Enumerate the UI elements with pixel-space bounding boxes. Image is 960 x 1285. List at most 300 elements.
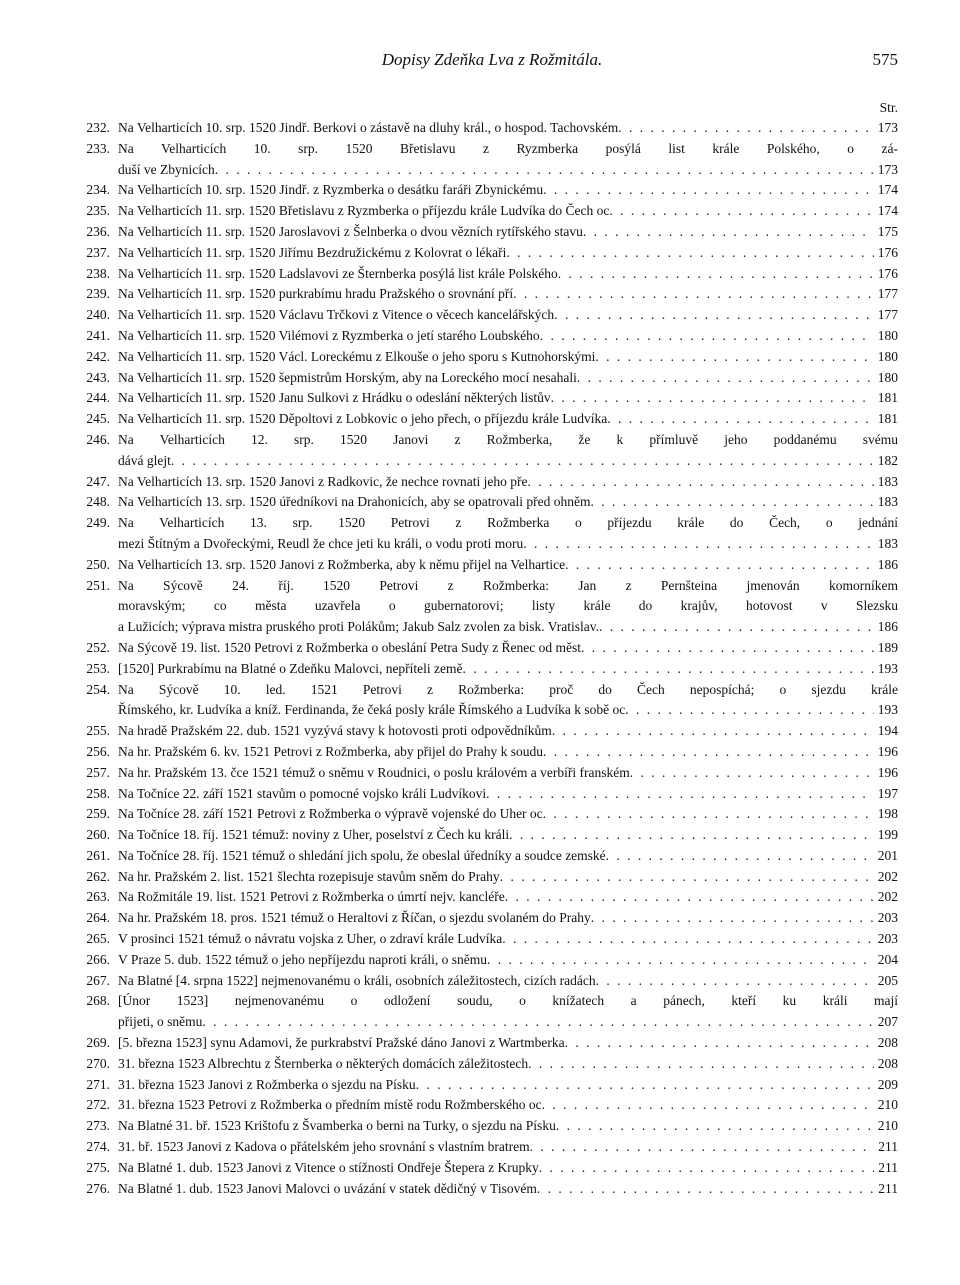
entry-text: Na Velharticích 10. srp. 1520 Břetislavu z Ryzmberka posýlá list krále Polského, o zá- — [118, 140, 898, 156]
toc-entry — [86, 763, 898, 784]
dot-leader — [543, 180, 874, 201]
entry-number: 270. — [86, 1055, 110, 1071]
toc-entry — [86, 243, 898, 264]
entry-body — [118, 846, 898, 867]
entry-number: 257. — [86, 764, 110, 780]
entry-body — [118, 887, 898, 908]
dot-leader — [487, 950, 874, 971]
entry-text: 31. března 1523 Albrechtu z Šternberka o některých domácích záležitostech — [118, 1055, 529, 1071]
entry-page: 174 — [877, 182, 898, 198]
entry-text: Na Velharticích 10. srp. 1520 Jindř. Berkovi o zástavě na dluhy král., o hospod. Tachovském — [118, 120, 619, 135]
dot-leader — [502, 929, 874, 950]
entry-body — [118, 347, 898, 368]
entry-number: 254. — [86, 681, 110, 697]
entry-number: 256. — [86, 743, 110, 759]
entry-text: Na Velharticích 11. srp. 1520 purkrabímu hradu Pražského o srovnání pří — [118, 286, 514, 302]
dot-leader — [486, 784, 874, 805]
entry-number: 247. — [86, 473, 110, 489]
dot-leader — [583, 222, 874, 243]
toc-entry — [86, 1158, 898, 1179]
entry-text: dává glejt — [118, 452, 171, 468]
dot-leader — [599, 617, 874, 638]
entry-page: 211 — [878, 1159, 898, 1175]
entry-line — [118, 825, 898, 846]
dot-leader — [202, 1012, 873, 1033]
entry-line — [118, 534, 898, 555]
entry-text: Na Velharticích 11. srp. 1520 Janu Sulkovi z Hrádku o odeslání některých listův — [118, 390, 551, 406]
entry-number: 245. — [86, 411, 110, 427]
entry-line — [118, 950, 898, 971]
entry-line — [118, 1116, 898, 1137]
entry-line — [118, 742, 898, 763]
toc-entry — [86, 1095, 898, 1116]
entry-text: přijeti, o sněmu — [118, 1014, 203, 1030]
toc-entry — [86, 971, 898, 992]
dot-leader — [565, 555, 874, 576]
toc-entry — [86, 1116, 898, 1137]
entry-line — [118, 576, 898, 597]
entry-page: 180 — [877, 327, 898, 343]
entry-text: Na hr. Pražském 6. kv. 1521 Petrovi z Rožmberka, aby přijel do Prahy k soudu — [118, 743, 544, 759]
dot-leader — [530, 1137, 875, 1158]
entry-line — [118, 139, 898, 160]
entry-body — [118, 867, 898, 888]
entry-page: 173 — [877, 161, 898, 177]
entry-page: 181 — [877, 411, 898, 427]
entry-body — [118, 222, 898, 243]
entry-line — [118, 846, 898, 867]
entry-line — [118, 887, 898, 908]
entry-body — [118, 1095, 898, 1116]
entry-text: moravským; co města uzavřela o gubernatorovi; listy krále do krajův, hotovost v Slezsku — [118, 598, 898, 614]
entry-line — [118, 1137, 898, 1158]
dot-leader — [591, 908, 874, 929]
entry-line — [118, 804, 898, 825]
toc-entry — [86, 347, 898, 368]
dot-leader — [551, 388, 874, 409]
entry-number: 263. — [86, 889, 110, 905]
toc-entry — [86, 1054, 898, 1075]
entry-number: 266. — [86, 951, 110, 967]
entry-line — [118, 1012, 898, 1033]
entry-body — [118, 1137, 898, 1158]
entry-text: Na Sýcově 24. říj. 1520 Petrovi z Rožmberka: Jan z Pernšteina jmenován komorníkem — [118, 577, 898, 593]
entry-body — [118, 784, 898, 805]
entry-number: 261. — [86, 847, 110, 863]
dot-leader — [595, 347, 873, 368]
entry-text: Na Blatné 1. dub. 1523 Janovi Malovci o uvázání v statek dědičný v Tisovém — [118, 1180, 537, 1196]
entry-line — [118, 222, 898, 243]
toc-entry — [86, 1075, 898, 1096]
dot-leader — [513, 284, 874, 305]
entry-page: 189 — [877, 639, 898, 655]
entry-body — [118, 908, 898, 929]
entry-text: a Lužicích; výprava mistra pruského proti Polákům; Jakub Salz zvolen za bisk. Vratislav. — [118, 619, 599, 635]
entry-page: 183 — [877, 535, 898, 551]
entry-line — [118, 347, 898, 368]
entry-page: 202 — [877, 889, 898, 905]
entry-page: 211 — [878, 1180, 898, 1196]
entry-page: 177 — [877, 307, 898, 323]
entry-body — [118, 1179, 898, 1200]
entry-body — [118, 388, 898, 409]
entry-body — [118, 1116, 898, 1137]
dot-leader — [542, 1095, 874, 1116]
entry-text: Na Točníce 28. říj. 1521 témuž o shledání jich spolu, že obeslal úředníky a soudce zemské — [118, 847, 606, 863]
entry-body — [118, 1033, 898, 1054]
entry-text: Na Velharticích 13. srp. 1520 úředníkovi na Drahonicích, aby se opatrovali před ohněm — [118, 494, 591, 510]
entry-number: 239. — [86, 286, 110, 302]
entry-number: 269. — [86, 1035, 110, 1051]
entry-page: 196 — [877, 743, 898, 759]
entry-text: Na Velharticích 10. srp. 1520 Jindř. z Ryzmberka o desátku faráři Zbynickému — [118, 182, 544, 198]
entry-number: 242. — [86, 348, 110, 364]
entry-text: Na Velharticích 11. srp. 1520 Břetislavu z Ryzmberka o příjezdu krále Ludvíka do Čech oc — [118, 203, 610, 219]
entry-number: 265. — [86, 931, 110, 947]
entry-text: Na Blatné [4. srpna 1522] nejmenovanému o králi, osobních záležitostech, cizích radách — [118, 972, 596, 988]
entry-text: Na hr. Pražském 13. čce 1521 témuž o sněmu v Roudnici, o poslu královém a verbíři franském — [118, 764, 630, 780]
entry-body — [118, 659, 898, 680]
entry-number: 244. — [86, 390, 110, 406]
toc-entry — [86, 908, 898, 929]
dot-leader — [630, 763, 874, 784]
entry-page: 194 — [877, 723, 898, 739]
toc-entry — [86, 887, 898, 908]
entry-body — [118, 492, 898, 513]
toc-entry — [86, 222, 898, 243]
entry-page: 203 — [877, 910, 898, 926]
toc-entry — [86, 742, 898, 763]
entry-text: Na Velharticích 11. srp. 1520 Jiřímu Bezdružickému z Kolovrat o lékaři — [118, 244, 507, 260]
entry-body — [118, 680, 898, 722]
toc-entry — [86, 1137, 898, 1158]
entry-page: 210 — [877, 1118, 898, 1134]
entry-body — [118, 763, 898, 784]
entry-page: 175 — [877, 223, 898, 239]
toc-entry — [86, 555, 898, 576]
entry-number: 268. — [86, 993, 110, 1009]
entry-number: 233. — [86, 140, 110, 156]
entry-text: [5. března 1523] synu Adamovi, že purkrabství Pražské dáno Janovi z Wartmberka — [118, 1035, 565, 1051]
entry-body — [118, 1158, 898, 1179]
entry-page: 207 — [877, 1014, 898, 1030]
entry-line — [118, 264, 898, 285]
toc-entry — [86, 825, 898, 846]
dot-leader — [554, 305, 874, 326]
dot-leader — [552, 721, 874, 742]
dot-leader — [523, 534, 873, 555]
entry-number: 253. — [86, 660, 110, 676]
entry-line — [118, 118, 898, 139]
entry-text: Na Velharticích 13. srp. 1520 Janovi z Radkovic, že nechce rovnati jeho pře — [118, 473, 528, 489]
dot-leader — [577, 368, 874, 389]
dot-leader — [543, 742, 874, 763]
entry-line — [118, 1179, 898, 1200]
entry-number: 234. — [86, 182, 110, 198]
entry-text: Na Blatné 31. bř. 1523 Krištofu z Švamberka o berni na Turky, o sjezdu na Písku — [118, 1118, 556, 1134]
entry-text: 31. března 1523 Janovi z Rožmberka o sjezdu na Písku — [118, 1076, 416, 1092]
entry-number: 237. — [86, 244, 110, 260]
entry-text: Na hr. Pražském 2. list. 1521 šlechta rozepisuje stavům sněm do Prahy — [118, 868, 500, 884]
dot-leader — [537, 1179, 874, 1200]
entry-page: 208 — [877, 1035, 898, 1051]
entry-number: 273. — [86, 1118, 110, 1134]
entry-line — [118, 617, 898, 638]
entry-number: 272. — [86, 1097, 110, 1113]
entry-body — [118, 742, 898, 763]
entry-line — [118, 867, 898, 888]
entry-number: 249. — [86, 515, 110, 531]
entry-text: Na Velharticích 12. srp. 1520 Janovi z Rožmberka, že k přímluvě jeho poddanému svému — [118, 431, 898, 447]
entry-line — [118, 368, 898, 389]
entry-body — [118, 118, 898, 139]
entry-text: V prosinci 1521 témuž o návratu vojska z Uher, o zdraví krále Ludvíka — [118, 931, 503, 947]
entry-number: 276. — [86, 1180, 110, 1196]
dot-leader — [509, 825, 874, 846]
entry-line — [118, 451, 898, 472]
entry-line — [118, 721, 898, 742]
entry-line — [118, 243, 898, 264]
entry-text: Na Velharticích 13. srp. 1520 Janovi z Rožmberka, aby k němu přijel na Velhartice — [118, 556, 566, 572]
entry-text: Na Velharticích 11. srp. 1520 Děpoltovi z Lobkovic o jeho přech, o příjezdu krále Ludvíka — [118, 411, 608, 427]
entry-number: 262. — [86, 868, 110, 884]
toc-entry — [86, 368, 898, 389]
entry-page: 203 — [877, 931, 898, 947]
entry-page: 173 — [877, 120, 898, 135]
entry-line — [118, 555, 898, 576]
entry-text: Na Velharticích 13. srp. 1520 Petrovi z Rožmberka o příjezdu krále do Čech, o jednání — [118, 515, 898, 531]
page-column-heading: Str. — [879, 100, 898, 115]
entry-line — [118, 201, 898, 222]
entry-text: Na hr. Pražském 18. pros. 1521 témuž o Heraltovi z Říčan, o sjezdu svolaném do Prahy — [118, 910, 591, 926]
entry-text: Na Velharticích 11. srp. 1520 Václ. Loreckému z Elkouše o jeho sporu s Kutnohorskými — [118, 348, 596, 364]
entry-text: Na Rožmitále 19. list. 1521 Petrovi z Rožmberka o úmrtí nejv. kancléře — [118, 889, 505, 905]
entry-body — [118, 576, 898, 638]
toc-entry — [86, 867, 898, 888]
entry-line — [118, 472, 898, 493]
entry-body — [118, 555, 898, 576]
entry-body — [118, 638, 898, 659]
entry-page: 177 — [877, 286, 898, 302]
entry-body — [118, 1075, 898, 1096]
toc-entry — [86, 659, 898, 680]
entry-text: Na Velharticích 11. srp. 1520 Vilémovi z Ryzmberka o jetí starého Loubského — [118, 327, 540, 343]
entry-line — [118, 680, 898, 701]
dot-leader — [528, 472, 874, 493]
entry-number: 255. — [86, 723, 110, 739]
entry-page: 208 — [877, 1055, 898, 1071]
entry-body — [118, 368, 898, 389]
toc-entry — [86, 784, 898, 805]
toc-entry — [86, 305, 898, 326]
entry-page: 193 — [877, 660, 898, 676]
entry-page: 182 — [877, 452, 898, 468]
entry-line — [118, 1033, 898, 1054]
table-of-contents — [86, 118, 898, 1199]
entry-number: 259. — [86, 806, 110, 822]
entry-text: Na Velharticích 11. srp. 1520 Václavu Trčkovi z Vitence o věcech kancelářských — [118, 307, 555, 323]
entry-body — [118, 264, 898, 285]
entry-line — [118, 1095, 898, 1116]
dot-leader — [558, 264, 874, 285]
toc-entry — [86, 472, 898, 493]
entry-page: 210 — [877, 1097, 898, 1113]
entry-page: 202 — [877, 868, 898, 884]
entry-page: 186 — [877, 619, 898, 635]
entry-line — [118, 991, 898, 1012]
entry-text: [Únor 1523] nejmenovanému o odložení soudu, o knížatech a pánech, kteří ku králi mají — [118, 993, 898, 1009]
toc-entry — [86, 409, 898, 430]
entry-number: 235. — [86, 203, 110, 219]
dot-leader — [463, 659, 874, 680]
dot-leader — [416, 1075, 874, 1096]
entry-line — [118, 638, 898, 659]
entry-text: Na Točníce 18. říj. 1521 témuž: noviny z Uher, poselství z Čech ku králi — [118, 827, 510, 843]
dot-leader — [505, 887, 874, 908]
entry-text: [1520] Purkrabímu na Blatné o Zdeňku Malovci, nepříteli země — [118, 660, 463, 676]
entry-number: 275. — [86, 1159, 110, 1175]
entry-page: 174 — [877, 203, 898, 219]
entry-body — [118, 991, 898, 1033]
entry-number: 271. — [86, 1076, 110, 1092]
dot-leader — [528, 1054, 874, 1075]
dot-leader — [591, 492, 874, 513]
dot-leader — [607, 409, 874, 430]
toc-entry — [86, 846, 898, 867]
entry-body — [118, 804, 898, 825]
entry-text: mezi Štítným a Dvořeckými, Reudl že chce jeti ku králi, o vodu proti moru — [118, 535, 524, 551]
entry-text: Na Blatné 1. dub. 1523 Janovi z Vitence o stížnosti Ondřeje Štepera z Krupky — [118, 1159, 539, 1175]
entry-line — [118, 929, 898, 950]
toc-entry — [86, 201, 898, 222]
dot-leader — [543, 804, 874, 825]
entry-body — [118, 180, 898, 201]
entry-number: 252. — [86, 639, 110, 655]
entry-text: Na Sýcově 10. led. 1521 Petrovi z Rožmberka: proč do Čech nepospíchá; o sjezdu krále — [118, 681, 898, 697]
entry-body — [118, 721, 898, 742]
entry-line — [118, 659, 898, 680]
entry-line — [118, 908, 898, 929]
entry-body — [118, 139, 898, 181]
entry-number: 264. — [86, 910, 110, 926]
entry-page: 183 — [877, 473, 898, 489]
entry-page: 204 — [877, 951, 898, 967]
entry-text: Římského, kr. Ludvíka a kníž. Ferdinanda, že čeká posly krále Římského a Ludvíka k sobě oc — [118, 702, 626, 718]
entry-page: 186 — [877, 556, 898, 572]
entry-number: 232. — [86, 120, 110, 135]
entry-line — [118, 596, 898, 617]
dot-leader — [565, 1033, 874, 1054]
entry-line — [118, 1054, 898, 1075]
entry-body — [118, 513, 898, 555]
entry-number: 246. — [86, 431, 110, 447]
entry-line — [118, 326, 898, 347]
entry-number: 241. — [86, 327, 110, 343]
entry-body — [118, 409, 898, 430]
entry-page: 181 — [877, 390, 898, 406]
entry-number: 243. — [86, 369, 110, 385]
toc-entry — [86, 804, 898, 825]
entry-page: 193 — [877, 702, 898, 718]
toc-entry — [86, 680, 898, 722]
entry-number: 251. — [86, 577, 110, 593]
toc-entry — [86, 388, 898, 409]
entry-number: 248. — [86, 494, 110, 510]
entry-text: Na Točníce 22. září 1521 stavům o pomocné vojsko králi Ludvíkovi — [118, 785, 487, 801]
entry-page: 180 — [877, 348, 898, 364]
entry-page: 180 — [877, 369, 898, 385]
entry-text: 31. bř. 1523 Janovi z Kadova o přátelském jeho srovnání s vlastním bratrem — [118, 1139, 530, 1155]
toc-entry — [86, 492, 898, 513]
toc-entry — [86, 576, 898, 638]
entry-line — [118, 971, 898, 992]
dot-leader — [618, 118, 874, 139]
entry-number: 250. — [86, 556, 110, 572]
entry-page: 196 — [877, 764, 898, 780]
entry-line — [118, 1158, 898, 1179]
entry-page: 183 — [877, 494, 898, 510]
dot-leader — [609, 201, 873, 222]
toc-entry — [86, 513, 898, 555]
toc-entry — [86, 1179, 898, 1200]
entry-line — [118, 305, 898, 326]
entry-body — [118, 472, 898, 493]
entry-text: Na hradě Pražském 22. dub. 1521 vyzývá stavy k hotovosti proti odpovědníkům — [118, 723, 552, 739]
toc-entry — [86, 721, 898, 742]
toc-entry — [86, 284, 898, 305]
entry-body — [118, 971, 898, 992]
entry-number: 238. — [86, 265, 110, 281]
dot-leader — [596, 971, 874, 992]
entry-body — [118, 929, 898, 950]
entry-text: 31. března 1523 Petrovi z Rožmberka o předním místě rodu Rožmberského oc — [118, 1097, 542, 1113]
entry-body — [118, 430, 898, 472]
entry-text: V Praze 5. dub. 1522 témuž o jeho nepříjezdu naproti králi, o sněmu — [118, 951, 488, 967]
toc-entry — [86, 1033, 898, 1054]
entry-body — [118, 326, 898, 347]
toc-entry — [86, 180, 898, 201]
entry-page: 201 — [877, 847, 898, 863]
entry-line — [118, 180, 898, 201]
page-number: 575 — [872, 50, 898, 69]
entry-body — [118, 825, 898, 846]
entry-line — [118, 784, 898, 805]
toc-entry — [86, 430, 898, 472]
entry-page: 199 — [877, 827, 898, 843]
toc-entry — [86, 638, 898, 659]
entry-body — [118, 201, 898, 222]
entry-text: Na Velharticích 11. srp. 1520 šepmistrům Horským, aby na Loreckého mocí nesahali — [118, 369, 577, 385]
entry-body — [118, 950, 898, 971]
entry-line — [118, 763, 898, 784]
entry-body — [118, 305, 898, 326]
entry-page: 211 — [878, 1139, 898, 1155]
dot-leader — [215, 160, 874, 181]
entry-body — [118, 284, 898, 305]
entry-line — [118, 492, 898, 513]
entry-line — [118, 1075, 898, 1096]
entry-line — [118, 388, 898, 409]
entry-number: 260. — [86, 827, 110, 843]
toc-entry — [86, 950, 898, 971]
toc-entry — [86, 991, 898, 1033]
entry-line — [118, 700, 898, 721]
entry-number: 267. — [86, 972, 110, 988]
dot-leader — [506, 243, 873, 264]
entry-number: 258. — [86, 785, 110, 801]
entry-text: Na Velharticích 11. srp. 1520 Jaroslavovi z Šelnberka o dvou vězních rytířského stavu — [118, 223, 583, 239]
entry-page: 176 — [877, 265, 898, 281]
